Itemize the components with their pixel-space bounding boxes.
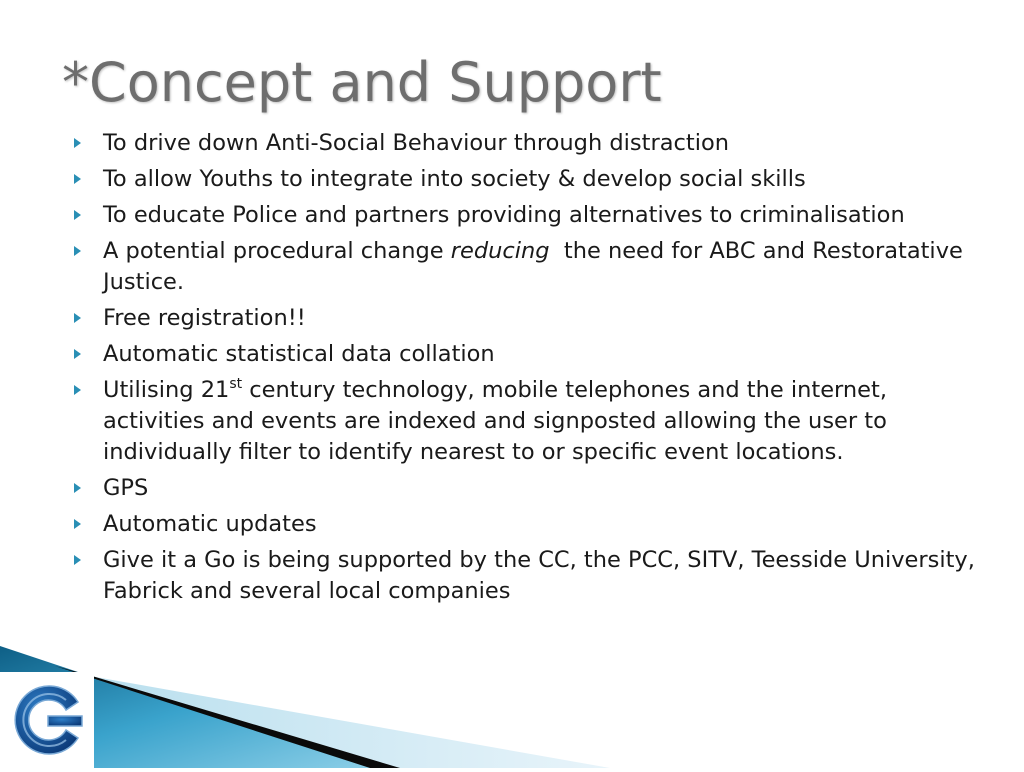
bullet-item [74,164,984,195]
triangle-right-icon [74,210,81,220]
triangle-right-icon [74,138,81,148]
bullet-text-after: the need for ABC and Restoratative Justice. [103,238,971,295]
bullet-superscript: st [229,376,243,392]
corner-decoration [0,640,1024,768]
bullet-text: Automatic statistical data collation [103,341,495,367]
bullet-item [74,473,984,504]
triangle-right-icon [74,519,81,529]
bullet-item [74,236,984,298]
triangle-right-icon [74,174,81,184]
triangle-right-icon [74,349,81,359]
bullet-item [74,339,984,370]
slide-title: *Concept and Support [62,51,662,114]
triangle-right-icon [74,313,81,323]
bullet-text: To allow Youths to integrate into society & develop social skills [103,166,806,192]
bullet-item [74,509,984,540]
bullet-list [74,128,984,612]
bullet-text: Give it a Go is being supported by the CC, the PCC, SITV, Teesside University, Fabrick and several local companies [103,547,975,604]
bullet-text-before: A potential procedural change [103,238,451,264]
bullet-text: GPS [103,475,149,501]
logo [0,672,94,768]
bullet-text-before: Utilising 21 [103,377,230,403]
bullet-text: Free registration!! [103,305,306,331]
bullet-text: To educate Police and partners providing alternatives to criminalisation [103,202,905,228]
g-logo-icon [0,672,94,768]
bullet-text: Automatic updates [103,511,317,537]
triangle-right-icon [74,483,81,493]
bullet-text: To drive down Anti-Social Behaviour through distraction [103,130,729,156]
bullet-item [74,545,984,607]
bullet-item [74,375,984,468]
bullet-item [74,128,984,159]
triangle-right-icon [74,555,81,565]
triangle-right-icon [74,246,81,256]
triangle-right-icon [74,385,81,395]
bullet-emphasis: reducing [450,238,550,264]
bullet-item [74,303,984,334]
bullet-text-after: century technology, mobile telephones and the internet, activities and events are indexed and signposted allowing the user to individually filter to identify nearest to or specific event locations. [103,377,887,465]
bullet-item [74,200,984,231]
